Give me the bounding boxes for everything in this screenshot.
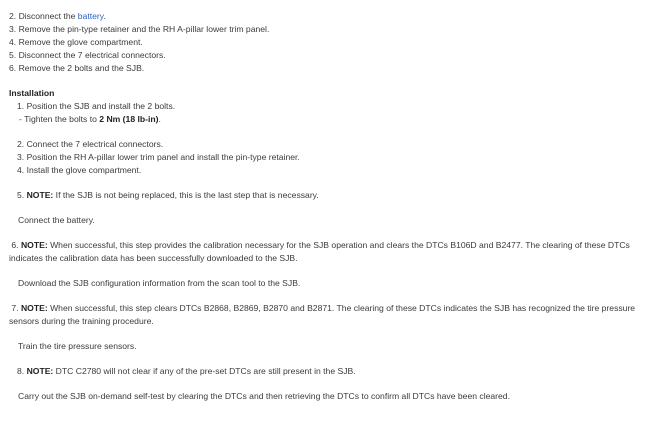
removal-step-4 (9, 36, 641, 49)
torque-spec (9, 113, 641, 126)
install-step-2 (9, 138, 641, 151)
note-label: NOTE: (20, 240, 48, 250)
step-text: Position the RH A-pillar lower trim panel and install the pin-type retainer. (26, 152, 300, 162)
note-text: DTC C2780 will not clear if any of the pre-set DTCs are still present in the SJB. (53, 366, 356, 376)
step-text: Connect the 7 electrical connectors. (26, 139, 164, 149)
note-label: NOTE: (26, 366, 54, 376)
install-step-8 (9, 365, 641, 378)
step-5-action: Connect the battery. (18, 215, 95, 225)
note-text: When successful, this step clears DTCs B2868, B2869, B2870 and B2871. The clearing of these DTCs indicates the SJB has recognized the tire pressure sensors during the training procedure. (9, 303, 636, 326)
install-step-5 (9, 189, 641, 202)
step-text: Disconnect the 7 electrical connectors. (18, 50, 166, 60)
step-text: Remove the pin-type retainer and the RH A-pillar lower trim panel. (18, 24, 270, 34)
step-number: 1. (17, 101, 25, 111)
bullet-dash: - (19, 114, 22, 124)
step-number: 6. (11, 240, 19, 250)
install-step-3 (9, 151, 641, 164)
step-number: 7. (11, 303, 19, 313)
removal-step-6 (9, 62, 641, 75)
install-step-1 (9, 100, 641, 113)
step-7-action: Train the tire pressure sensors. (18, 341, 137, 351)
step-number: 3. (9, 24, 17, 34)
step-text: Remove the glove compartment. (18, 37, 143, 47)
step-number: 4. (17, 165, 25, 175)
removal-step-2 (9, 10, 641, 23)
torque-text-end: . (158, 114, 161, 124)
step-number: 6. (9, 63, 17, 73)
installation-heading: Installation (9, 88, 55, 98)
step-number: 2. (9, 11, 17, 21)
step-number: 5. (17, 190, 25, 200)
removal-step-3 (9, 23, 641, 36)
step-number: 5. (9, 50, 17, 60)
torque-text: Tighten the bolts to (24, 114, 100, 124)
step-text: Position the SJB and install the 2 bolts. (26, 101, 176, 111)
note-text: If the SJB is not being replaced, this is the last step that is necessary. (53, 190, 319, 200)
step-text: Remove the 2 bolts and the SJB. (18, 63, 145, 73)
install-step-4 (9, 164, 641, 177)
note-label: NOTE: (26, 190, 54, 200)
step-text-end: . (103, 11, 106, 21)
battery-link[interactable]: battery (77, 11, 104, 21)
step-number: 4. (9, 37, 17, 47)
step-number: 3. (17, 152, 25, 162)
install-step-7 (9, 302, 641, 328)
note-label: NOTE: (20, 303, 48, 313)
procedure-document (9, 10, 641, 403)
install-step-6 (9, 239, 641, 265)
step-6-action: Download the SJB configuration information from the scan tool to the SJB. (18, 278, 301, 288)
step-number: 2. (17, 139, 25, 149)
step-8-action: Carry out the SJB on-demand self-test by clearing the DTCs and then retrieving the DTCs to confirm all DTCs have been cleared. (18, 391, 510, 401)
step-text: Disconnect the (18, 11, 78, 21)
torque-value: 2 Nm (18 lb-in) (99, 114, 159, 124)
step-text: Install the glove compartment. (26, 165, 142, 175)
step-number: 8. (17, 366, 25, 376)
removal-step-5 (9, 49, 641, 62)
note-text: When successful, this step provides the calibration necessary for the SJB operation and clears the DTCs B106D and B2477. The clearing of these DTCs indicates the calibration data has been successfully downloaded to the SJB. (9, 240, 630, 263)
